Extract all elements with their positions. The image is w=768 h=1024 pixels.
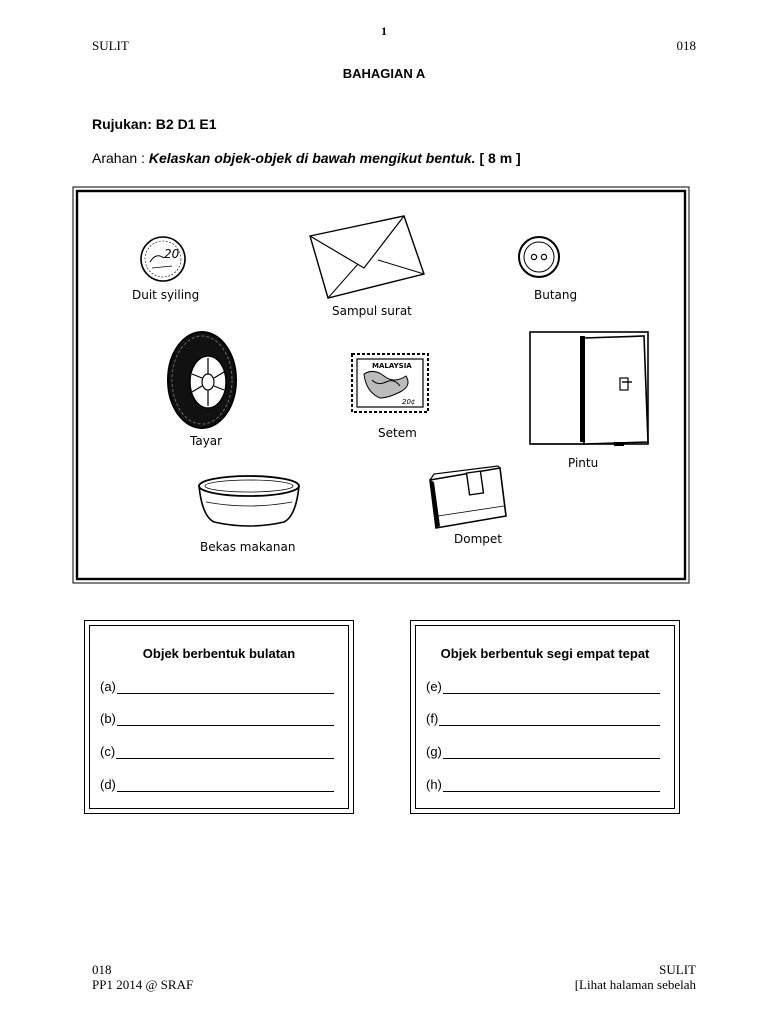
label-button: Butang: [534, 288, 578, 302]
answer-label-h: (h): [426, 777, 442, 792]
answer-blank-d[interactable]: [117, 779, 334, 792]
page-number: 1: [381, 24, 387, 38]
answer-label-f: (f): [426, 711, 439, 726]
answer-line-d[interactable]: [100, 776, 342, 792]
door-icon: [526, 330, 658, 452]
answer-line-e[interactable]: [426, 678, 668, 694]
header-code: 018: [676, 38, 696, 53]
label-door: Pintu: [568, 456, 599, 470]
footer-code: 018: [92, 962, 112, 977]
answer-label-a: (a): [100, 679, 116, 694]
label-wallet: Dompet: [454, 532, 502, 546]
header-classification: SULIT: [92, 38, 129, 53]
envelope-icon: [306, 214, 428, 300]
answer-box-circle-title: Objek berbentuk bulatan: [142, 646, 296, 661]
footer-next-page: [Lihat halaman sebelah: [574, 977, 696, 992]
instruction-prefix: Arahan :: [92, 150, 149, 166]
footer-classification: SULIT: [659, 962, 696, 977]
answer-line-f[interactable]: [426, 710, 668, 726]
answer-blank-e[interactable]: [443, 681, 660, 694]
objects-picture-frame: [72, 186, 690, 584]
stamp-country: MALAYSIA: [372, 362, 412, 370]
stamp-value: 20¢: [402, 398, 416, 406]
footer-copyright: PP1 2014 @ SRAF: [92, 977, 194, 992]
stamp-icon: [350, 352, 430, 414]
label-envelope: Sampul surat: [332, 304, 412, 318]
food-container-icon: [194, 472, 304, 532]
answer-blank-a[interactable]: [117, 681, 334, 694]
answer-blank-h[interactable]: [443, 779, 660, 792]
instruction: [92, 150, 521, 166]
answer-blank-f[interactable]: [439, 713, 660, 726]
answer-line-a[interactable]: [100, 678, 342, 694]
answer-label-b: (b): [100, 711, 116, 726]
instruction-text: Kelaskan objek-objek di bawah mengikut bentuk.: [148, 150, 476, 166]
answer-label-d: (d): [100, 777, 116, 792]
answer-box-circle: [84, 620, 354, 814]
instruction-marks: [ 8 m ]: [475, 150, 521, 166]
answer-label-g: (g): [426, 744, 442, 759]
answer-label-c: (c): [100, 744, 116, 759]
answer-blank-c[interactable]: [116, 746, 334, 759]
section-title: BAHAGIAN A: [342, 66, 426, 81]
answer-line-b[interactable]: [100, 710, 342, 726]
coin-value: 20: [164, 247, 180, 261]
label-tyre: Tayar: [190, 434, 223, 448]
reference-code: Rujukan: B2 D1 E1: [92, 116, 217, 132]
coin-icon: [138, 234, 188, 284]
button-icon: [516, 234, 562, 280]
wallet-icon: [426, 464, 508, 532]
tyre-icon: [164, 328, 240, 432]
answer-line-h[interactable]: [426, 776, 668, 792]
label-stamp: Setem: [378, 426, 417, 440]
label-coin: Duit syiling: [132, 288, 200, 302]
answer-blank-b[interactable]: [117, 713, 334, 726]
answer-box-rectangle: [410, 620, 680, 814]
answer-line-g[interactable]: [426, 743, 668, 759]
answer-box-rectangle-title: Objek berbentuk segi empat tepat: [440, 646, 650, 661]
label-food-container: Bekas makanan: [200, 540, 296, 554]
answer-line-c[interactable]: [100, 743, 342, 759]
answer-label-e: (e): [426, 679, 442, 694]
answer-blank-g[interactable]: [443, 746, 660, 759]
